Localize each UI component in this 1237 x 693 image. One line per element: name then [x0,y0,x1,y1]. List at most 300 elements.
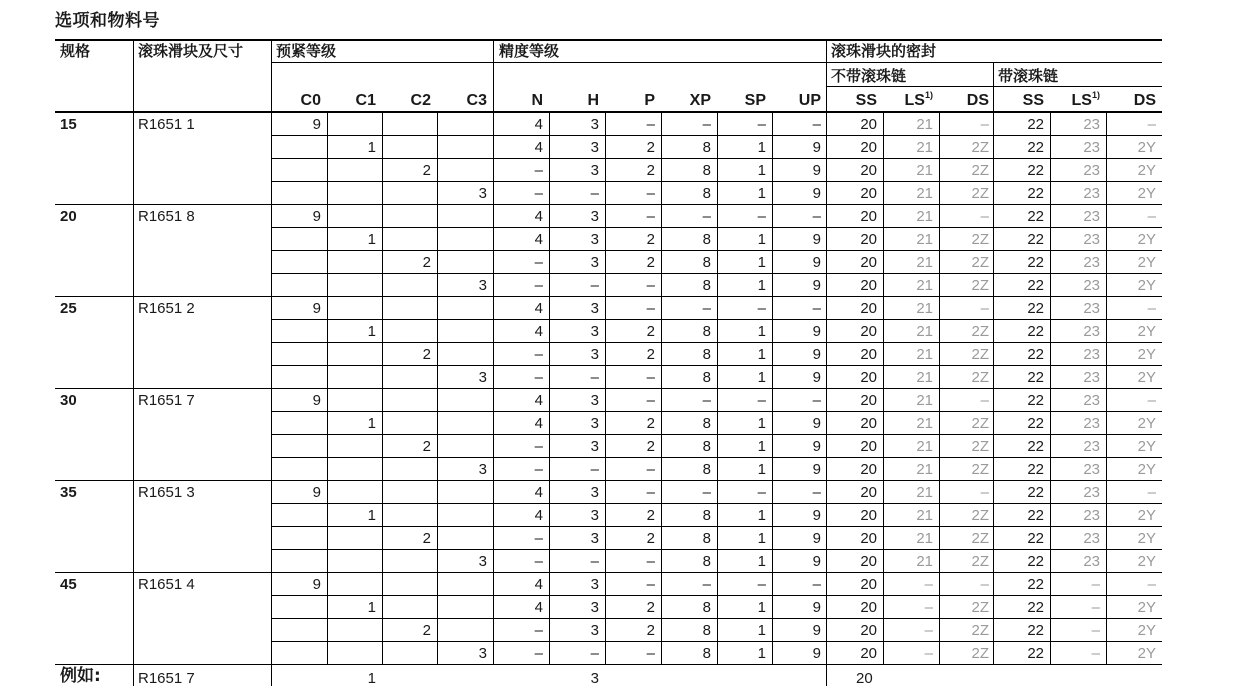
cell-15-r2-c4: – [534,162,543,179]
header-seal-with-chain: 带滚珠链 [998,67,1059,85]
cell-25-r2-c13: 22 [1027,346,1044,363]
vline-col-1 [382,113,383,664]
cell-25-r2-c4: – [534,346,543,363]
cell-20-r3-c12: 2Z [971,277,989,294]
cell-20-r3-c7: 8 [702,277,711,294]
header-seal: 滚珠滑块的密封 [831,42,937,60]
col-header-c1-1: C1 [355,92,376,109]
cell-20-r2-c13: 22 [1027,254,1044,271]
cell-15-r0-c13: 22 [1027,116,1044,133]
cell-15-r0-c11: 21 [916,116,933,133]
header-seal-without-chain: 不带滚珠链 [831,67,907,85]
cell-20-r3-c6: – [646,277,655,294]
cell-35-r0-c11: 21 [916,484,933,501]
cell-45-r1-c9: 9 [812,599,821,616]
cell-25-r1-c4: 4 [534,323,543,340]
cell-20-r3-c5: – [590,277,599,294]
cell-20-r1-c14: 23 [1083,231,1100,248]
col-header-ss-13: SS [1022,92,1044,109]
header-rule-groups [272,62,1162,63]
cell-35-r1-c7: 8 [702,507,711,524]
cell-45-r2-c9: 9 [812,622,821,639]
cell-15-r2-c8: 1 [757,162,766,179]
cell-45-r1-c5: 3 [590,599,599,616]
cell-15-r2-c9: 9 [812,162,821,179]
cell-20-r1-c1: 1 [367,231,376,248]
cell-20-r2-c4: – [534,254,543,271]
cell-30-r2-c4: – [534,438,543,455]
cell-25-r3-c3: 3 [478,369,487,386]
cell-30-r0-c12: – [980,392,989,409]
cell-35-r2-c2: 2 [422,530,431,547]
cell-15-r0-c10: 20 [860,116,877,133]
cell-30-r1-c1: 1 [367,415,376,432]
cell-25-r0-c15: – [1147,300,1156,317]
cell-25-r3-c10: 20 [860,369,877,386]
cell-45-r0-c9: – [812,576,821,593]
vline-preload [271,40,272,686]
size-20: 20 [60,208,77,225]
cell-30-r1-c13: 22 [1027,415,1044,432]
cell-15-r0-c7: – [702,116,711,133]
cell-45-r1-c6: 2 [646,599,655,616]
cell-30-r1-c12: 2Z [971,415,989,432]
cell-45-r3-c13: 22 [1027,645,1044,662]
cell-45-r1-c4: 4 [534,599,543,616]
cell-15-r1-c6: 2 [646,139,655,156]
cell-35-r3-c10: 20 [860,553,877,570]
cell-20-r3-c11: 21 [916,277,933,294]
cell-20-r2-c15: 2Y [1137,254,1156,271]
cell-15-r2-c13: 22 [1027,162,1044,179]
cell-25-r1-c6: 2 [646,323,655,340]
cell-45-r2-c4: – [534,622,543,639]
part-number-30: R1651 7 [138,392,195,409]
cell-45-r3-c7: 8 [702,645,711,662]
cell-35-r2-c9: 9 [812,530,821,547]
footnote-marker: 1) [924,90,933,100]
cell-30-r3-c3: 3 [478,461,487,478]
page-title: 选项和物料号 [55,11,160,31]
cell-30-r2-c9: 9 [812,438,821,455]
cell-20-r1-c10: 20 [860,231,877,248]
cell-20-r1-c8: 1 [757,231,766,248]
cell-35-r3-c6: – [646,553,655,570]
example-part-number: R1651 7 [138,670,195,687]
cell-35-r1-c14: 23 [1083,507,1100,524]
cell-35-r3-c12: 2Z [971,553,989,570]
cell-45-r1-c10: 20 [860,599,877,616]
cell-25-r0-c5: 3 [590,300,599,317]
cell-20-r1-c6: 2 [646,231,655,248]
header-size: 规格 [60,42,91,60]
cell-20-r0-c7: – [702,208,711,225]
cell-30-r1-c11: 21 [916,415,933,432]
cell-15-r1-c5: 3 [590,139,599,156]
cell-25-r0-c7: – [702,300,711,317]
cell-15-r0-c4: 4 [534,116,543,133]
cell-20-r3-c4: – [534,277,543,294]
cell-25-r0-c14: 23 [1083,300,1100,317]
cell-25-r2-c15: 2Y [1137,346,1156,363]
example-label: 例如: [60,666,101,686]
cell-20-r0-c15: – [1147,208,1156,225]
vline-col-5 [661,113,662,664]
cell-45-r2-c7: 8 [702,622,711,639]
cell-20-r2-c7: 8 [702,254,711,271]
cell-45-r3-c15: 2Y [1137,645,1156,662]
cell-35-r3-c7: 8 [702,553,711,570]
cell-45-r1-c1: 1 [367,599,376,616]
cell-45-r2-c8: 1 [757,622,766,639]
cell-20-r1-c13: 22 [1027,231,1044,248]
cell-30-r0-c13: 22 [1027,392,1044,409]
cell-20-r3-c10: 20 [860,277,877,294]
cell-35-r2-c15: 2Y [1137,530,1156,547]
cell-35-r0-c14: 23 [1083,484,1100,501]
cell-35-r0-c8: – [757,484,766,501]
cell-35-r0-c0: 9 [312,484,321,501]
cell-25-r1-c8: 1 [757,323,766,340]
cell-15-r2-c7: 8 [702,162,711,179]
cell-15-r0-c8: – [757,116,766,133]
cell-45-r2-c2: 2 [422,622,431,639]
cell-15-r1-c12: 2Z [971,139,989,156]
cell-20-r3-c9: 9 [812,277,821,294]
cell-30-r3-c11: 21 [916,461,933,478]
cell-45-r0-c14: – [1091,576,1100,593]
cell-35-r3-c4: – [534,553,543,570]
cell-35-r3-c15: 2Y [1137,553,1156,570]
cell-35-r0-c10: 20 [860,484,877,501]
cell-25-r3-c15: 2Y [1137,369,1156,386]
cell-15-r1-c15: 2Y [1137,139,1156,156]
cell-25-r1-c7: 8 [702,323,711,340]
cell-30-r0-c4: 4 [534,392,543,409]
cell-35-r2-c12: 2Z [971,530,989,547]
cell-15-r2-c5: 3 [590,162,599,179]
cell-35-r2-c7: 8 [702,530,711,547]
header-block: 滚珠滑块及尺寸 [138,42,244,60]
col-header-ls-11: LS$^{1)}$ [904,90,933,109]
cell-20-r2-c8: 1 [757,254,766,271]
cell-25-r3-c11: 21 [916,369,933,386]
col-header-ds-12: DS [966,92,989,109]
cell-35-r1-c8: 1 [757,507,766,524]
cell-30-r2-c7: 8 [702,438,711,455]
cell-35-r2-c4: – [534,530,543,547]
header-rule-seal [827,86,1162,87]
cell-15-r3-c13: 22 [1027,185,1044,202]
cell-15-r3-c6: – [646,185,655,202]
cell-20-r0-c14: 23 [1083,208,1100,225]
cell-30-r2-c6: 2 [646,438,655,455]
cell-30-r3-c10: 20 [860,461,877,478]
cell-15-r1-c8: 1 [757,139,766,156]
cell-35-r1-c5: 3 [590,507,599,524]
cell-15-r0-c0: 9 [312,116,321,133]
cell-25-r1-c9: 9 [812,323,821,340]
cell-25-r2-c5: 3 [590,346,599,363]
cell-20-r1-c5: 3 [590,231,599,248]
cell-20-r2-c14: 23 [1083,254,1100,271]
cell-15-r3-c12: 2Z [971,185,989,202]
cell-20-r3-c3: 3 [478,277,487,294]
cell-20-r1-c11: 21 [916,231,933,248]
cell-45-r0-c10: 20 [860,576,877,593]
cell-30-r2-c11: 21 [916,438,933,455]
cell-25-r0-c6: – [646,300,655,317]
cell-35-r0-c5: 3 [590,484,599,501]
col-header-ss-10: SS [855,92,877,109]
cell-15-r1-c10: 20 [860,139,877,156]
cell-20-r2-c11: 21 [916,254,933,271]
cell-30-r2-c5: 3 [590,438,599,455]
col-header-p-6: P [644,92,655,109]
cell-45-r1-c11: – [924,599,933,616]
cell-35-r1-c11: 21 [916,507,933,524]
cell-20-r2-c6: 2 [646,254,655,271]
cell-35-r3-c9: 9 [812,553,821,570]
cell-25-r2-c14: 23 [1083,346,1100,363]
cell-30-r1-c4: 4 [534,415,543,432]
footnote-marker: 1) [1091,90,1100,100]
cell-45-r3-c8: 1 [757,645,766,662]
col-header-c3-3: C3 [466,92,487,109]
cell-25-r3-c6: – [646,369,655,386]
example-preload: 1 [367,670,376,687]
cell-20-r0-c12: – [980,208,989,225]
cell-45-r0-c11: – [924,576,933,593]
cell-35-r2-c13: 22 [1027,530,1044,547]
col-header-up-9: UP [798,92,821,109]
cell-20-r1-c15: 2Y [1137,231,1156,248]
cell-15-r3-c7: 8 [702,185,711,202]
cell-25-r1-c5: 3 [590,323,599,340]
cell-30-r3-c6: – [646,461,655,478]
cell-30-r1-c15: 2Y [1137,415,1156,432]
size-35: 35 [60,484,77,501]
cell-25-r2-c9: 9 [812,346,821,363]
cell-20-r1-c12: 2Z [971,231,989,248]
cell-15-r0-c6: – [646,116,655,133]
cell-25-r2-c11: 21 [916,346,933,363]
cell-45-r3-c4: – [534,645,543,662]
cell-45-r3-c14: – [1091,645,1100,662]
cell-45-r0-c4: 4 [534,576,543,593]
cell-45-r2-c14: – [1091,622,1100,639]
cell-15-r0-c15: – [1147,116,1156,133]
cell-20-r0-c11: 21 [916,208,933,225]
cell-20-r0-c5: 3 [590,208,599,225]
col-header-ls-14: LS$^{1)}$ [1071,90,1100,109]
cell-30-r2-c2: 2 [422,438,431,455]
cell-35-r3-c14: 23 [1083,553,1100,570]
example-accuracy: 3 [590,670,599,687]
cell-45-r0-c7: – [702,576,711,593]
cell-45-r1-c7: 8 [702,599,711,616]
vline-col-4 [605,113,606,664]
cell-35-r3-c11: 21 [916,553,933,570]
cell-15-r3-c5: – [590,185,599,202]
part-number-15: R1651 1 [138,116,195,133]
cell-20-r3-c8: 1 [757,277,766,294]
col-header-sp-8: SP [744,92,766,109]
cell-25-r3-c12: 2Z [971,369,989,386]
cell-35-r2-c10: 20 [860,530,877,547]
vline-col-10 [1050,113,1051,664]
col-header-xp-7: XP [689,92,711,109]
part-number-25: R1651 2 [138,300,195,317]
vline-col-6 [717,113,718,664]
col-header-c0-0: C0 [300,92,321,109]
part-number-45: R1651 4 [138,576,195,593]
cell-45-r1-c13: 22 [1027,599,1044,616]
cell-30-r0-c6: – [646,392,655,409]
cell-35-r0-c6: – [646,484,655,501]
col-header-ds-15: DS [1133,92,1156,109]
cell-15-r2-c10: 20 [860,162,877,179]
cell-20-r3-c13: 22 [1027,277,1044,294]
cell-25-r1-c11: 21 [916,323,933,340]
vline-col-8 [883,113,884,664]
size-45: 45 [60,576,77,593]
cell-30-r2-c14: 23 [1083,438,1100,455]
vline-col-3 [549,113,550,664]
cell-35-r1-c12: 2Z [971,507,989,524]
cell-45-r0-c6: – [646,576,655,593]
cell-30-r1-c6: 2 [646,415,655,432]
cell-30-r0-c9: – [812,392,821,409]
cell-30-r3-c7: 8 [702,461,711,478]
cell-30-r0-c10: 20 [860,392,877,409]
cell-25-r0-c0: 9 [312,300,321,317]
cell-30-r0-c7: – [702,392,711,409]
cell-35-r3-c5: – [590,553,599,570]
cell-20-r1-c4: 4 [534,231,543,248]
cell-25-r3-c4: – [534,369,543,386]
vline-col-0 [327,113,328,664]
cell-20-r1-c7: 8 [702,231,711,248]
cell-45-r1-c15: 2Y [1137,599,1156,616]
cell-45-r0-c13: 22 [1027,576,1044,593]
cell-45-r3-c3: 3 [478,645,487,662]
cell-25-r1-c13: 22 [1027,323,1044,340]
size-15: 15 [60,116,77,133]
cell-20-r1-c9: 9 [812,231,821,248]
cell-45-r3-c12: 2Z [971,645,989,662]
cell-35-r2-c5: 3 [590,530,599,547]
cell-30-r3-c15: 2Y [1137,461,1156,478]
cell-35-r0-c7: – [702,484,711,501]
cell-30-r1-c8: 1 [757,415,766,432]
cell-35-r1-c1: 1 [367,507,376,524]
cell-45-r0-c15: – [1147,576,1156,593]
cell-35-r2-c11: 21 [916,530,933,547]
cell-45-r3-c10: 20 [860,645,877,662]
cell-15-r1-c7: 8 [702,139,711,156]
cell-20-r0-c9: – [812,208,821,225]
cell-15-r0-c12: – [980,116,989,133]
cell-30-r3-c12: 2Z [971,461,989,478]
cell-45-r2-c13: 22 [1027,622,1044,639]
cell-25-r0-c11: 21 [916,300,933,317]
cell-15-r3-c3: 3 [478,185,487,202]
cell-20-r0-c4: 4 [534,208,543,225]
cell-25-r2-c12: 2Z [971,346,989,363]
cell-30-r3-c14: 23 [1083,461,1100,478]
cell-45-r0-c5: 3 [590,576,599,593]
cell-45-r0-c0: 9 [312,576,321,593]
cell-15-r2-c2: 2 [422,162,431,179]
cell-20-r2-c2: 2 [422,254,431,271]
cell-35-r2-c14: 23 [1083,530,1100,547]
cell-30-r1-c5: 3 [590,415,599,432]
cell-25-r0-c10: 20 [860,300,877,317]
vline-col-9 [939,113,940,664]
cell-15-r2-c6: 2 [646,162,655,179]
vline-col-7 [772,113,773,664]
cell-30-r0-c14: 23 [1083,392,1100,409]
cell-45-r2-c5: 3 [590,622,599,639]
cell-35-r3-c3: 3 [478,553,487,570]
cell-30-r2-c15: 2Y [1137,438,1156,455]
cell-20-r2-c10: 20 [860,254,877,271]
cell-15-r1-c11: 21 [916,139,933,156]
cell-20-r2-c5: 3 [590,254,599,271]
cell-20-r0-c10: 20 [860,208,877,225]
cell-15-r1-c14: 23 [1083,139,1100,156]
cell-15-r3-c11: 21 [916,185,933,202]
cell-15-r1-c13: 22 [1027,139,1044,156]
vline-block [133,40,134,686]
cell-25-r0-c4: 4 [534,300,543,317]
cell-25-r1-c12: 2Z [971,323,989,340]
part-number-35: R1651 3 [138,484,195,501]
cell-25-r3-c5: – [590,369,599,386]
size-30: 30 [60,392,77,409]
vline-col-2 [437,113,438,664]
cell-15-r0-c9: – [812,116,821,133]
size-25: 25 [60,300,77,317]
cell-30-r0-c0: 9 [312,392,321,409]
cell-25-r2-c6: 2 [646,346,655,363]
cell-45-r1-c14: – [1091,599,1100,616]
cell-30-r0-c11: 21 [916,392,933,409]
group-separator [55,664,1162,665]
cell-15-r2-c12: 2Z [971,162,989,179]
cell-35-r0-c4: 4 [534,484,543,501]
example-seal: 20 [856,670,873,687]
cell-15-r3-c15: 2Y [1137,185,1156,202]
cell-30-r0-c15: – [1147,392,1156,409]
cell-30-r0-c8: – [757,392,766,409]
cell-25-r0-c8: – [757,300,766,317]
cell-15-r3-c9: 9 [812,185,821,202]
cell-35-r0-c12: – [980,484,989,501]
cell-20-r3-c15: 2Y [1137,277,1156,294]
cell-20-r0-c8: – [757,208,766,225]
cell-35-r1-c6: 2 [646,507,655,524]
cell-15-r1-c1: 1 [367,139,376,156]
cell-30-r1-c7: 8 [702,415,711,432]
vline-seal-with-chain [993,63,994,665]
cell-25-r3-c14: 23 [1083,369,1100,386]
col-header-h-5: H [587,92,599,109]
cell-15-r3-c8: 1 [757,185,766,202]
cell-45-r1-c12: 2Z [971,599,989,616]
cell-25-r2-c8: 1 [757,346,766,363]
